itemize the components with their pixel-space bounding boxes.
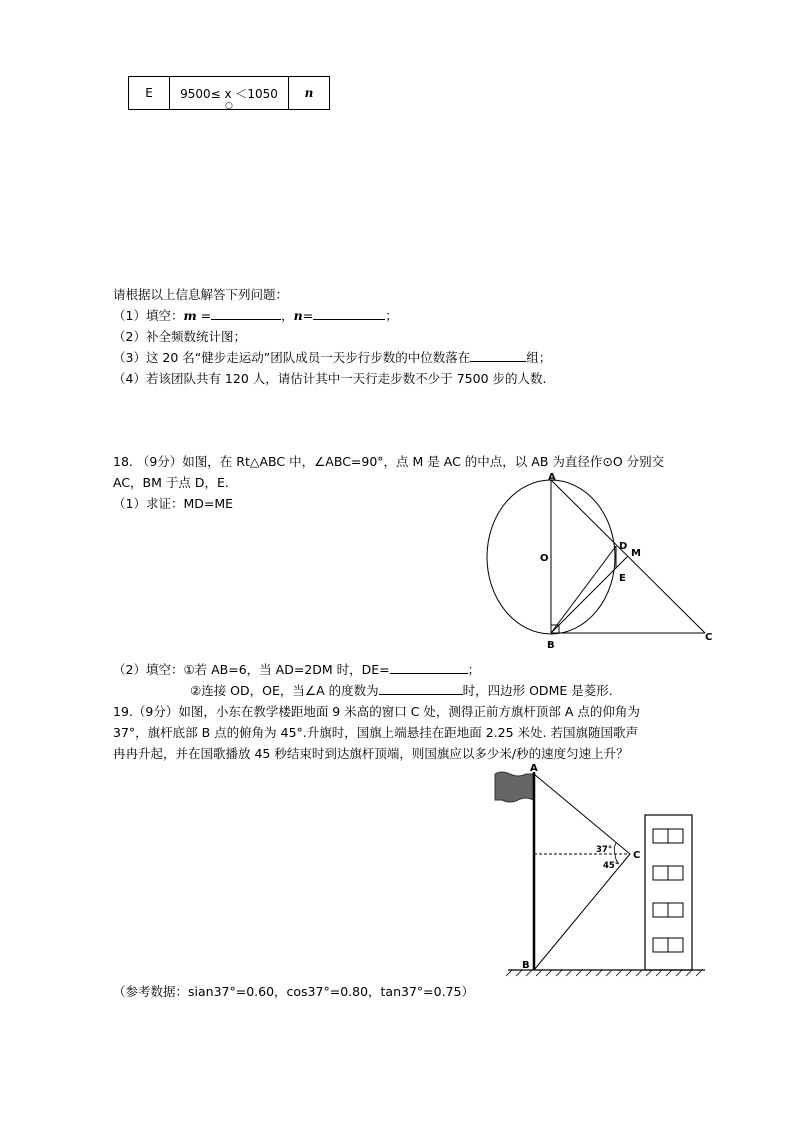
- q17-part2: （2）补全频数统计图；: [113, 329, 246, 344]
- q19-line2: 37°，旗杆底部 B 点的俯角为 45°.升旗时，国旗上端悬挂在距地面 2.25 米处. 若国旗随国歌声: [113, 725, 639, 740]
- label-c: C: [705, 632, 713, 643]
- label-a: A: [548, 472, 556, 483]
- q19-line3: 冉冉升起，并在国歌播放 45 秒结束时到达旗杆顶端，则国旗应以多少米/秒的速度匀速上升？: [113, 746, 629, 761]
- q17-part1: [113, 306, 398, 326]
- count-cell: n: [289, 77, 330, 110]
- q18-line2: AC，BM 于点 D，E.: [113, 475, 229, 490]
- q18-part2: [113, 660, 480, 680]
- q18-part1: （1）求证：MD=ME: [113, 496, 234, 511]
- de-answer-blank[interactable]: [390, 661, 468, 674]
- q17-part3-suffix: 组；: [526, 350, 552, 365]
- q19-reference-data: （参考数据：sian37°=0.60，cos37°=0.80，tan37°=0.75）: [113, 984, 474, 999]
- range-cell: 9500≤ x ＜1050: [170, 77, 289, 110]
- small-circle-mark: ○: [225, 101, 233, 111]
- label-m: M: [631, 548, 641, 559]
- q18-line1: 18. （9分）如图，在 Rt△ABC 中，∠ABC=90°，点 M 是 AC 的中点，以 AB 为直径作⊙O 分别交: [113, 454, 665, 469]
- q19-line1: 19.（9分）如图，小东在教学楼距地面 9 米高的窗口 C 处，测得正前方旗杆顶部 A 点的仰角为: [113, 704, 640, 719]
- flag-icon: [495, 772, 533, 802]
- m-answer-blank[interactable]: [211, 307, 281, 320]
- q17-part1-end: ；: [385, 308, 398, 323]
- sight-line-ca: [534, 774, 630, 854]
- angle-answer-blank[interactable]: [379, 682, 463, 695]
- n-variable: n: [293, 308, 303, 323]
- ground-hatching: [506, 970, 702, 976]
- m-variable: m: [183, 308, 197, 323]
- q18-part2b-suffix: 时，四边形 ODME 是菱形.: [462, 683, 613, 698]
- q17-part1-prefix: （1）填空：: [113, 308, 184, 323]
- label-e: E: [619, 573, 626, 584]
- q17-part3: [113, 348, 551, 368]
- comma-separator: ，: [281, 308, 294, 323]
- label-b: B: [547, 640, 555, 651]
- q18-part2b-prefix: ②连接 OD，OE，当∠A 的度数为: [190, 683, 379, 698]
- label-d: D: [619, 541, 628, 552]
- q19-flagpole-figure: [490, 760, 715, 980]
- q18-part2-end: ；: [467, 662, 481, 677]
- segment-bd: [551, 546, 616, 633]
- q17-part4: （4）若该团队共有 120 人，请估计其中一天行走步数不少于 7500 步的人数.: [113, 371, 547, 386]
- label-b: B: [522, 960, 530, 971]
- n-equals: =: [302, 308, 314, 323]
- q17-intro: 请根据以上信息解答下列问题：: [113, 287, 289, 302]
- m-equals: =: [196, 308, 212, 323]
- angle-label-45: 45°: [603, 861, 620, 871]
- q18-part2-prefix: （2）填空：①若 AB=6，当 AD=2DM 时，DE=: [113, 662, 390, 677]
- median-group-blank[interactable]: [470, 349, 526, 362]
- sight-line-cb: [534, 854, 630, 970]
- n-answer-blank[interactable]: [313, 307, 385, 320]
- angle-label-37: 37°: [596, 845, 613, 855]
- q18-part2b: [190, 681, 613, 701]
- q17-part3-prefix: （3）这 20 名“健步走运动”团队成员一天步行步数的中位数落在: [113, 350, 471, 365]
- group-cell: E: [129, 77, 170, 110]
- q18-circle-figure: [470, 470, 730, 655]
- label-c: C: [633, 850, 641, 861]
- label-a: A: [530, 763, 538, 774]
- angle-arc-37: [614, 843, 616, 854]
- label-o: O: [540, 553, 549, 564]
